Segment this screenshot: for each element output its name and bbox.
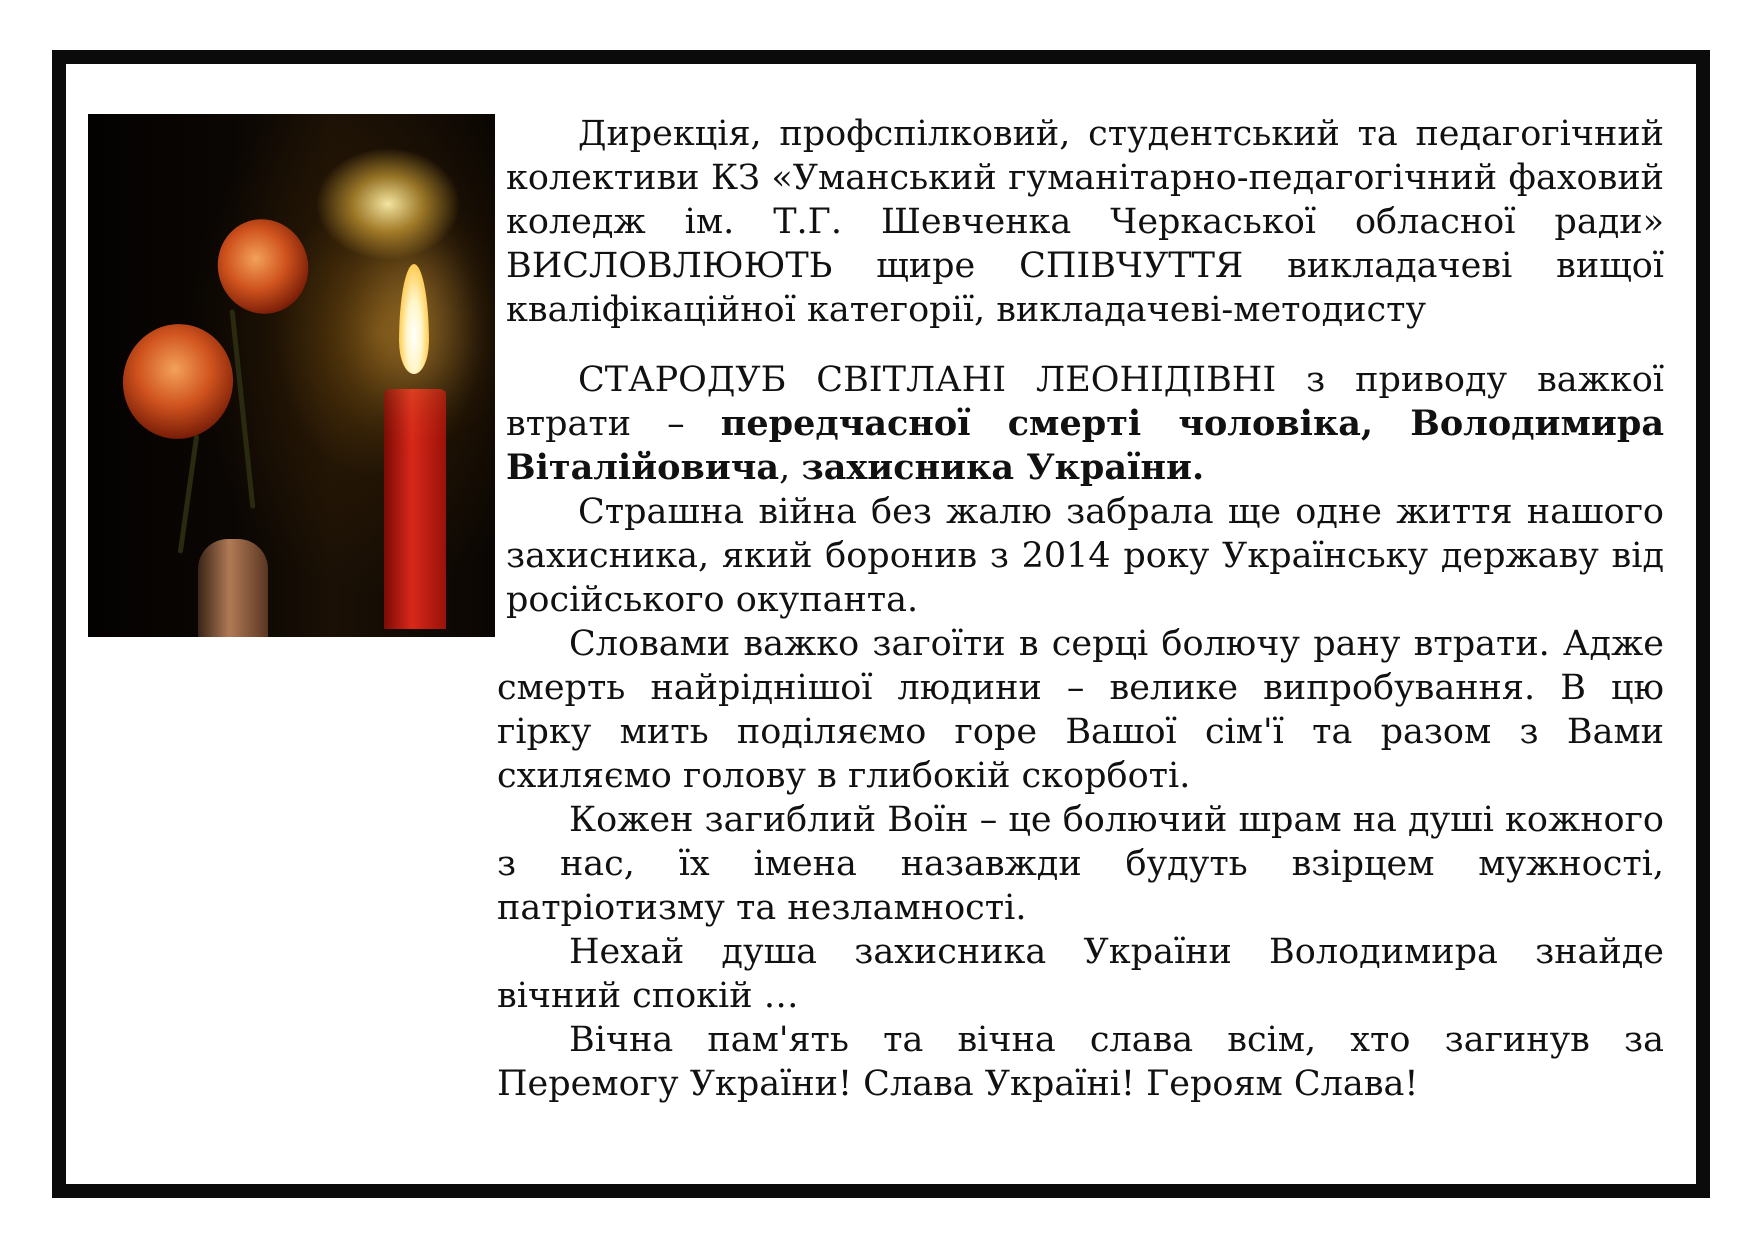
paragraph-gap [506,332,1664,358]
warrior-paragraph: Кожен загиблий Воїн – це болючий шрам на душі кожного з нас, їх імена назавжди будуть взірцем мужності, патріотизму та незламності. [497,800,1664,928]
defender-title: захисника України. [801,447,1205,488]
vase [198,539,268,637]
rose-flower [206,207,321,325]
memory-paragraph: Вічна пам'ять та вічна слава всім, хто загинув за Перемогу України! Слава Україні! Героям Слава! [497,1020,1664,1104]
rose-stem [178,434,200,554]
war-paragraph: Страшна війна без жалю забрала ще одне життя нашого захисника, який боронив з 2014 року Українську державу від російського окупанта. [506,492,1664,620]
rose-stem [230,309,256,508]
condolence-recipient [506,358,1664,490]
deceased-name: передчасної смерті чоловіка, Володимира Віталійовича [506,403,1664,488]
candle-roses-photo [88,114,495,637]
condolence-text [497,112,1664,1106]
candle-flame [399,264,429,374]
recipient-line: СТАРОДУБ СВІТЛАНІ ЛЕОНІДІВНІ з приводу важкої втрати – [506,360,1664,444]
peace-paragraph: Нехай душа захисника України Володимира знайде вічний спокій … [497,932,1664,1016]
condolence-intro: Дирекція, профспілковий, студентський та педагогічний колективи КЗ «Уманський гуманітарно-педагогічний фаховий коледж ім. Т.Г. Шевченка Черкаської обласної ради» ВИСЛОВЛЮЮТЬ щире СПІВЧУТТЯ викладачеві вищої кваліфікаційної категорії, викладачеві-методисту [506,114,1664,330]
grief-paragraph: Словами важко загоїти в серці болючу рану втрати. Адже смерть найріднішої людини – велике випробування. В цю гірку мить поділяємо горе Вашої сім'ї та разом з Вами схиляємо голову в глибокій скорботі. [497,624,1664,796]
separator: , [779,448,802,488]
candle [384,389,446,629]
rose-flower [114,315,242,447]
